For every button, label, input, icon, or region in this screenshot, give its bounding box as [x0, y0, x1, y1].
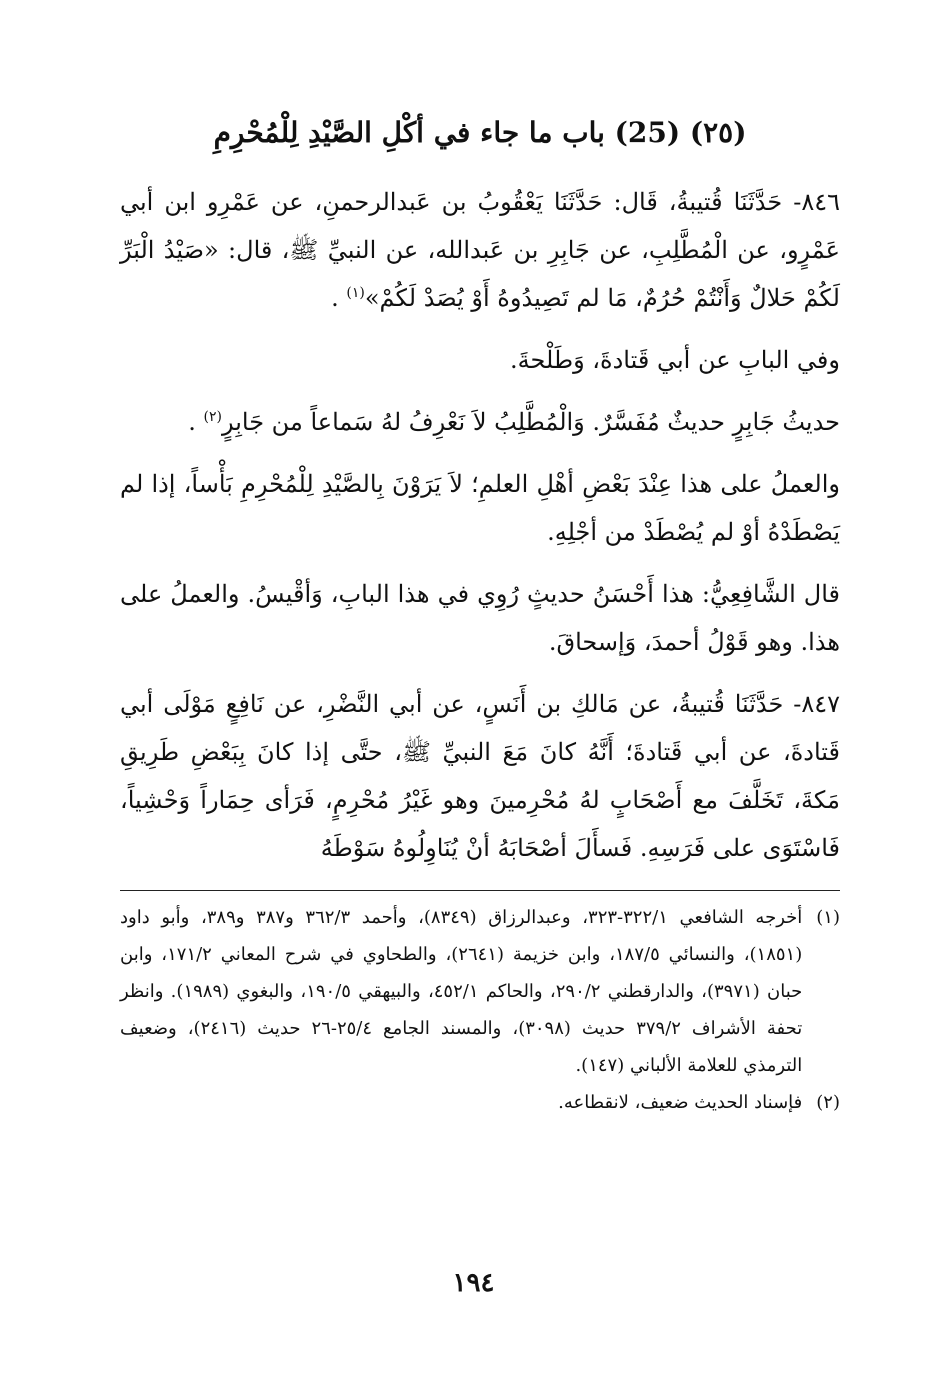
paragraph-text: ٨٤٦- حَدَّثَنَا قُتيبةُ، قَال: حَدَّثَنَا يَعْقُوبُ بن عَبدالرحمنِ، عن عَمْرِو ابن أبي عَمْرٍو، عن الْمُطَّلِبِ، عن جَابِرِ بن عَبدالله، عن النبيِّ ﷺ، قال: «صَيْدُ الْبَرِّ لَكُمْ حَلالٌ وَأَنْتُمْ حُرُمٌ، مَا لم تَصِيدُوهُ أَوْ يُصَدْ لَكُمْ»: [120, 188, 840, 312]
paragraph-tail: .: [331, 284, 347, 312]
paragraph-text: حديثُ جَابِرٍ حديثٌ مُفَسَّرٌ. وَالْمُطَّلِبُ لاَ نَعْرِفُ لهُ سَماعاً من جَابِرٍ: [221, 408, 840, 436]
paragraph-text: ٨٤٧- حَدَّثَنَا قُتيبةُ، عن مَالكِ بن أَنَسٍ، عن أبي النَّضْرِ، عن نَافِعٍ مَوْلَى أبي قَتادةَ، عن أبي قَتادةَ؛ أَنَّهُ كانَ مَعَ النبيِّ ﷺ، حتَّى إذا كانَ بِبَعْضِ طَرِيقِ مَكةَ، تَخَلَّفَ مع أَصْحَابٍ لهُ مُحْرِمينَ وهو غَيْرُ مُحْرِمٍ، فَرَأى حِمَاراً وَحْشِياً، فَاسْتَوَى على فَرَسِهِ. فَسأَلَ أصْحَابَهُ أنْ يُنَاوِلُوهُ سَوْطَهُ: [120, 690, 840, 862]
footnote-marker: (٢): [816, 1092, 840, 1113]
footnote-marker: (١): [816, 907, 840, 928]
page-body: [120, 110, 840, 1121]
footnote-separator: [120, 890, 840, 891]
footnote-ref[interactable]: (١): [346, 285, 365, 301]
page-number: ١٩٤: [452, 1268, 495, 1298]
footnotes: [120, 899, 840, 1121]
paragraph-shafii: [120, 570, 840, 666]
footnote-ref[interactable]: (٢): [203, 409, 222, 425]
paragraph-tail: .: [188, 408, 204, 436]
paragraph-amal: [120, 460, 840, 556]
paragraph-jabir: [120, 398, 840, 446]
paragraph-text: والعملُ على هذا عِنْدَ بَعْضِ أهْلِ العلمِ؛ لاَ يَرَوْنَ بِالصَّيْدِ لِلْمُحْرِمِ بَأْساً، إذا لم يَصْطَدْهُ أوْ لم يُصْطَدْ من أجْلِهِ.: [120, 470, 840, 546]
footnote-2: [120, 1084, 840, 1121]
footnote-text: أخرجه الشافعي ٣٢٢/١-٣٢٣، وعبدالرزاق (٨٣٤٩)، وأحمد ٣٦٢/٣ و٣٨٧ و٣٨٩، وأبو داود (١٨٥١)، والنسائي ١٨٧/٥، وابن خزيمة (٢٦٤١)، والطحاوي في شرح المعاني ١٧١/٢، وابن حبان (٣٩٧١)، والدارقطني ٢٩٠/٢، والحاكم ٤٥٢/١، والبيهقي ١٩٠/٥، والبغوي (١٩٨٩). وانظر تحفة الأشراف ٣٧٩/٢ حديث (٣٠٩٨)، والمسند الجامع ٢٥/٤-٢٦ حديث (٢٤١٦)، وضعيف الترمذي للعلامة الألباني (١٤٧).: [120, 907, 803, 1076]
chapter-heading: (٢٥) (25) باب ما جاء في أكْلِ الصَّيْدِ لِلْمُحْرِمِ: [213, 116, 747, 149]
paragraph-bab: [120, 336, 840, 384]
paragraph-text: وفي البابِ عن أبي قَتادةَ، وَطَلْحةَ.: [510, 346, 840, 374]
footnote-text: فإسناد الحديث ضعيف، لانقطاعه.: [558, 1092, 803, 1113]
paragraph-text: قال الشَّافِعِيُّ: هذا أَحْسَنُ حديثٍ رُوِي في هذا البابِ، وَأقْيسُ. والعملُ على هذا. وهو قَوْلُ أحمدَ، وَإسحاقَ.: [120, 580, 840, 656]
hadith-846: [120, 178, 840, 322]
hadith-847: [120, 680, 840, 872]
footnote-1: [120, 899, 840, 1084]
